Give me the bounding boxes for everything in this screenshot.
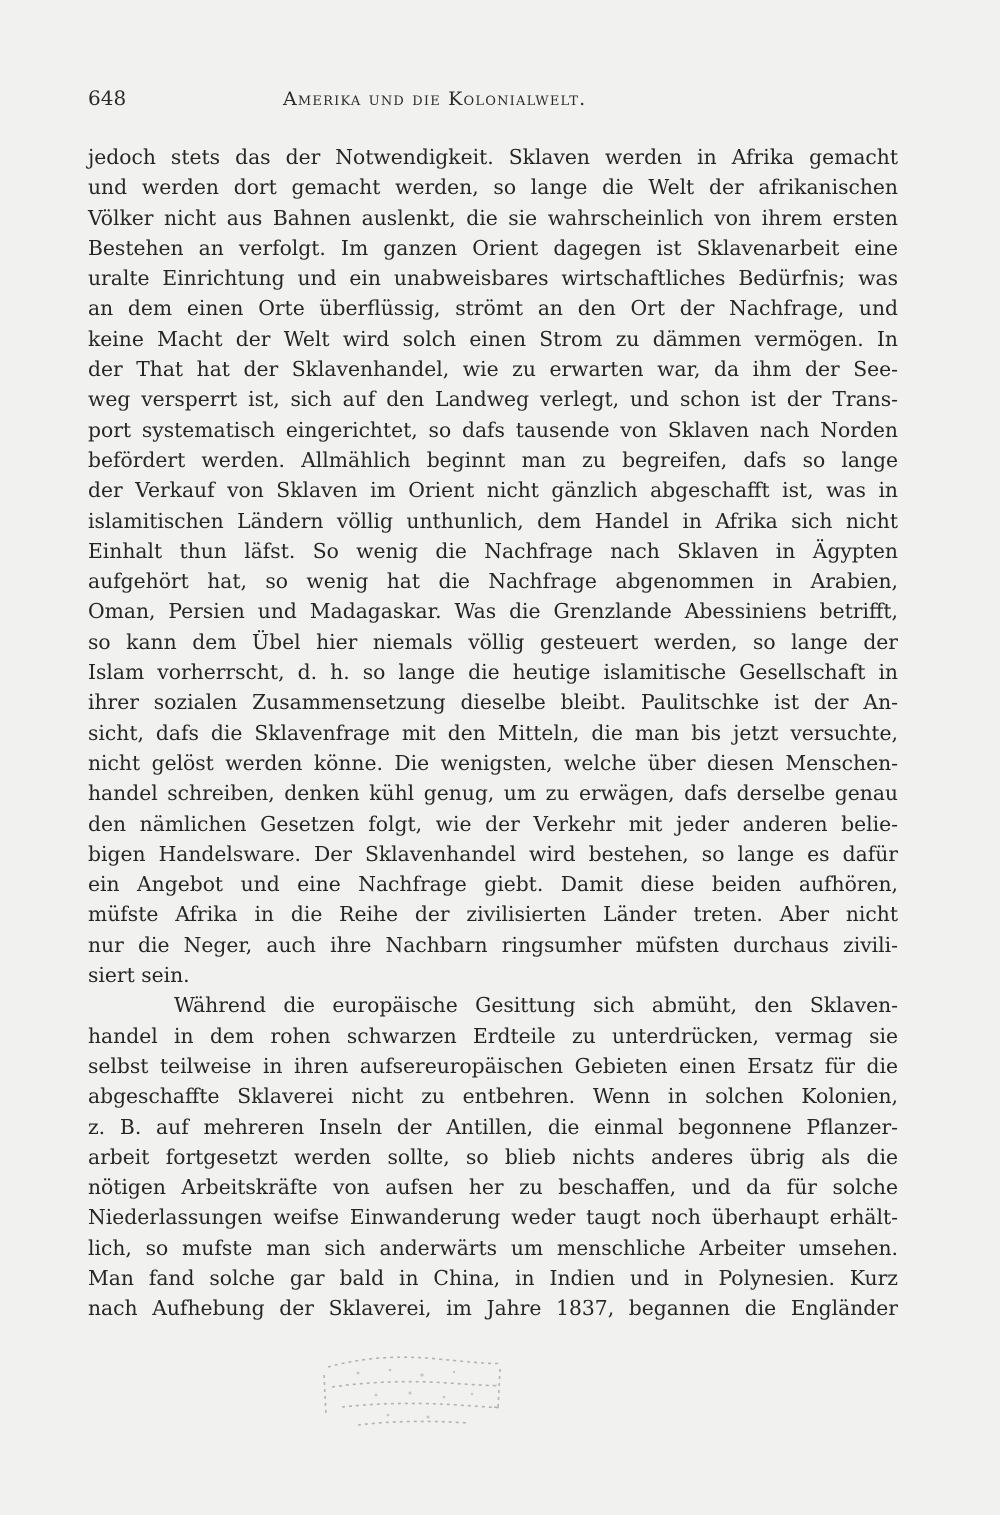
text-line: ihrer sozialen Zusammensetzung dieselbe bleibt. Paulitschke ist der An- [88, 690, 898, 715]
text-line: der That hat der Sklavenhandel, wie zu erwarten war, da ihm der See- [88, 357, 898, 382]
text-line: arbeit fortgesetzt werden sollte, so blieb nichts anderes übrig als die [88, 1144, 898, 1169]
text-line: Islam vorherrscht, d. h. so lange die heutige islamitische Gesellschaft in [88, 660, 898, 685]
text-line: Oman, Persien und Madagaskar. Was die Grenzlande Abessiniens betrifft, [88, 599, 898, 624]
text-line: an dem einen Orte überflüssig, strömt an den Ort der Nachfrage, und [88, 296, 898, 321]
text-line: müfste Afrika in die Reihe der zivilisierten Länder treten. Aber nicht [88, 902, 898, 927]
text-line: nicht gelöst werden könne. Die wenigsten, welche über diesen Menschen- [88, 750, 898, 775]
text-line: weg versperrt ist, sich auf den Landweg verlegt, und schon ist der Trans- [88, 387, 898, 412]
text-line: port systematisch eingerichtet, so dafs tausende von Sklaven nach Norden [88, 417, 898, 442]
page-number: 648 [88, 86, 127, 110]
text-line: nur die Neger, auch ihre Nachbarn ringsumher müfsten durchaus zivili- [88, 932, 898, 957]
text-line: lich, so mufste man sich anderwärts um menschliche Arbeiter umsehen. [88, 1235, 898, 1260]
text-line: befördert werden. Allmählich beginnt man zu begreifen, dafs so lange [88, 447, 898, 472]
body-text [88, 142, 898, 1324]
text-line: Man fand solche gar bald in China, in Indien und in Polynesien. Kurz [88, 1265, 898, 1290]
paragraph-start-line: Während die europäische Gesittung sich abmüht, den Sklaven- [174, 993, 898, 1018]
text-line: sicht, dafs die Sklavenfrage mit den Mitteln, die man bis jetzt versuchte, [88, 720, 898, 745]
text-line: nötigen Arbeitskräfte von aufsen her zu beschaffen, und da für solche [88, 1175, 898, 1200]
text-line: und werden dort gemacht werden, so lange die Welt der afrikanischen [88, 175, 898, 200]
text-line: der Verkauf von Sklaven im Orient nicht gänzlich abgeschafft ist, was in [88, 478, 898, 503]
text-line: abgeschaffte Sklaverei nicht zu entbehren. Wenn in solchen Kolonien, [88, 1084, 898, 1109]
text-line: den nämlichen Gesetzen folgt, wie der Verkehr mit jeder anderen belie- [88, 811, 898, 836]
text-line: nach Aufhebung der Sklaverei, im Jahre 1837, begannen die Engländer [88, 1296, 898, 1321]
text-line: Völker nicht aus Bahnen auslenkt, die sie wahrscheinlich von ihrem ersten [88, 205, 898, 230]
library-stamp-icon [318, 1345, 508, 1435]
text-line: ein Angebot und eine Nachfrage giebt. Damit diese beiden aufhören, [88, 872, 898, 897]
text-line: keine Macht der Welt wird solch einen Strom zu dämmen vermögen. In [88, 326, 898, 351]
text-line: selbst teilweise in ihren aufsereuropäischen Gebieten einen Ersatz für die [88, 1053, 898, 1078]
text-line: handel in dem rohen schwarzen Erdteile zu unterdrücken, vermag sie [88, 1023, 898, 1048]
text-line: Einhalt thun läfst. So wenig die Nachfrage nach Sklaven in Ägypten [88, 538, 898, 563]
text-line: z. B. auf mehreren Inseln der Antillen, die einmal begonnene Pflanzer- [88, 1114, 898, 1139]
page-header [88, 86, 898, 116]
text-line: uralte Einrichtung und ein unabweisbares wirtschaftliches Bedürfnis; was [88, 266, 898, 291]
text-line: bigen Handelsware. Der Sklavenhandel wird bestehen, so lange es dafür [88, 841, 898, 866]
text-line: Niederlassungen weifse Einwanderung weder taugt noch überhaupt erhält- [88, 1205, 898, 1230]
text-line: aufgehört hat, so wenig hat die Nachfrage abgenommen in Arabien, [88, 569, 898, 594]
text-line: handel schreiben, denken kühl genug, um zu erwägen, dafs derselbe genau [88, 781, 898, 806]
text-line: islamitischen Ländern völlig unthunlich, dem Handel in Afrika sich nicht [88, 508, 898, 533]
paragraph-end-line: siert sein. [88, 963, 190, 988]
running-title: Amerika und die Kolonialwelt. [283, 88, 587, 110]
text-line: Bestehen an verfolgt. Im ganzen Orient dagegen ist Sklavenarbeit eine [88, 235, 898, 260]
text-line: so kann dem Übel hier niemals völlig gesteuert werden, so lange der [88, 629, 898, 654]
text-line: jedoch stets das der Notwendigkeit. Sklaven werden in Afrika gemacht [88, 145, 898, 169]
